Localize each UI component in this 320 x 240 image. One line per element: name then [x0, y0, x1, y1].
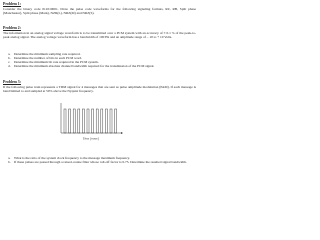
pulse: [73, 109, 75, 133]
list-item-text: Determine the minimum absolute channel bandwidth required for the transmission of the PCM signal.: [14, 63, 155, 68]
list-item-text: Determine the minimum sampling rate required.: [14, 51, 81, 56]
problem-1-text: Consider the binary code 011010001. Draw the pulse code waveforms for the following signaling formats, RZ, RB, Split phase (Manchester), Split phase (Mark), NZR(L), NRZ(M) and NRZ(S).: [3, 6, 196, 15]
list-item: [8, 160, 196, 164]
pulse: [105, 109, 107, 133]
list-marker: b.: [8, 55, 11, 60]
pulse: [96, 109, 98, 133]
problem-3-heading: Problem 3:: [3, 80, 21, 84]
pulse: [64, 109, 66, 133]
list-item-text: Determine the number of bits in each PCM word.: [14, 55, 83, 60]
list-item: [8, 64, 196, 68]
problem-1-heading: Problem 1:: [3, 2, 21, 6]
problem-3-question-list: [8, 156, 196, 164]
problem-2-question-list: [8, 52, 196, 69]
pulse: [92, 109, 94, 133]
pulse: [82, 109, 84, 133]
pulse: [110, 109, 112, 133]
problem-2-heading: Problem 2:: [3, 26, 21, 30]
time-axis-arrow: [121, 132, 123, 134]
list-item-text: What is the ratio of the system clock frequency to the message maximum frequency.: [14, 156, 131, 160]
list-item-text: Determine the minimum bit rate required in the PCM system.: [14, 59, 99, 64]
pulse: [87, 109, 89, 133]
list-item-text: If these pulses are passed through a raised-cosine filter whose roll-off factor is 0.75. Determine the resulted signal bandwidth.: [14, 160, 187, 165]
pulse: [115, 109, 117, 133]
pulse: [69, 109, 71, 133]
list-marker: a.: [8, 156, 11, 160]
time-axis-label: Time [msec]: [82, 136, 100, 141]
pulse-train: [64, 109, 117, 133]
list-marker: b.: [8, 160, 11, 165]
list-marker: a.: [8, 51, 11, 56]
pam-pulse-train-diagram: [55, 101, 123, 141]
pulse: [78, 109, 80, 133]
pulse: [101, 109, 103, 133]
list-marker: d.: [8, 63, 11, 68]
problem-3-text: If the following pulse train represents a TDM signal for 4 messages that are sent as pulse amplitude modulation (PAM). If each message is band limited to and sampled at 50% above the Nyquist frequency.: [3, 84, 196, 93]
list-marker: c.: [8, 59, 11, 64]
problem-2-text: The information in an analog signal voltage waveform is to be transmitted over a PCM system with an accuracy of ± 0.1 % of the peak-to-peak analog signal. The analog voltage waveform has a bandwidth of 100 Hz and an amplitude range of – 10 to + 10 Volts.: [3, 30, 196, 39]
